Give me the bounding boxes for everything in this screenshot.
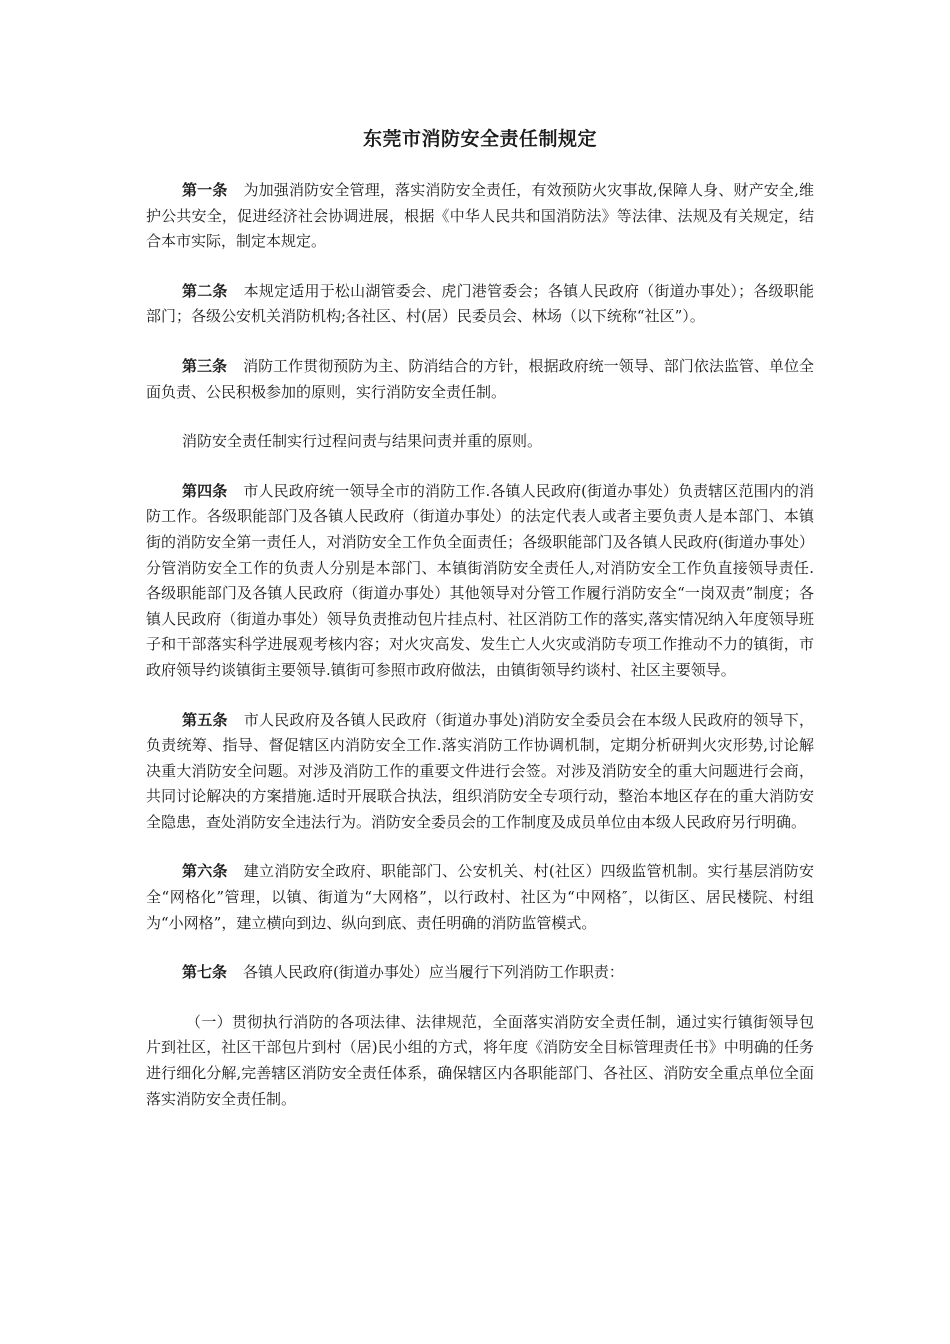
article-number: 第七条: [182, 963, 228, 982]
article-number: 第六条: [182, 862, 228, 881]
article-text: 市人民政府及各镇人民政府（街道办事处)消防安全委员会在本级人民政府的领导下，负责统筹、指导、督促辖区内消防安全工作.落实消防工作协调机制，定期分析研判火灾形势,讨论解决重大消防安全问题。对涉及消防工作的重要文件进行会签。对涉及消防安全的重大问题进行会商，共同讨论解决的方案措施.适时开展联合执法，组织消防安全专项行动，整治本地区存在的重大消防安全隐患，查处消防安全违法行为。消防安全委员会的工作制度及成员单位由本级人民政府另行明确。: [146, 710, 814, 831]
article-1: [146, 178, 814, 255]
article-number: 第四条: [182, 481, 228, 500]
article-2: [146, 279, 814, 330]
article-text: 市人民政府统一领导全市的消防工作.各镇人民政府(街道办事处）负责辖区范围内的消防工作。各级职能部门及各镇人民政府（街道办事处）的法定代表人或者主要负责人是本部门、本镇街的消防安全第一责任人，对消防安全工作负全面责任；各级职能部门及各镇人民政府(街道办事处）分管消防安全工作的负责人分别是本部门、本镇街消防安全责任人,对消防安全工作负直接领导责任.各级职能部门及各镇人民政府（街道办事处）其他领导对分管工作履行消防安全“一岗双责”制度；各镇人民政府（街道办事处）领导负责推动包片挂点村、社区消防工作的落实,落实情况纳入年度领导班子和干部落实科学进展观考核内容；对火灾高发、发生亡人火灾或消防专项工作推动不力的镇街，市政府领导约谈镇街主要领导.镇街可参照市政府做法，由镇街领导约谈村、社区主要领导。: [146, 481, 814, 679]
article-number: 第一条: [182, 181, 228, 199]
article-text: 为加强消防安全管理，落实消防安全责任，有效预防火灾事故,保障人身、财产安全,维护公共安全，促进经济社会协调进展，根据《中华人民共和国消防法》等法律、法规及有关规定，结合本市实际，制定本规定。: [146, 181, 814, 251]
document-page: [146, 126, 814, 1136]
article-text: 本规定适用于松山湖管委会、虎门港管委会；各镇人民政府（街道办事处）；各级职能部门；各级公安机关消防机构;各社区、村(居）民委员会、林场（以下统称“社区”）。: [146, 281, 814, 326]
list-item-text: （一）贯彻执行消防的各项法律、法律规范，全面落实消防安全责任制，通过实行镇街领导包片到社区，社区干部包片到村（居)民小组的方式，将年度《消防安全目标管理责任书》中明确的任务进行细化分解,完善辖区消防安全责任体系，确保辖区内各职能部门、各社区、消防安全重点单位全面落实消防安全责任制。: [146, 1012, 814, 1108]
document-title: 东莞市消防安全责任制规定: [362, 128, 597, 150]
article-5: [146, 708, 814, 836]
article-6: [146, 859, 814, 936]
article-7: [146, 960, 814, 986]
article-7-item-1: [146, 1010, 814, 1112]
article-3-continuation: [146, 429, 814, 455]
article-number: 第三条: [182, 356, 228, 375]
article-text: 建立消防安全政府、职能部门、公安机关、村(社区）四级监管机制。实行基层消防安全“网格化”管理，以镇、街道为“大网格”，以行政村、社区为“中网格″，以街区、居民楼院、村组为“小网格”，建立横向到边、纵向到底、责任明确的消防监管模式。: [146, 862, 814, 932]
article-text: 各镇人民政府(街道办事处）应当履行下列消防工作职责：: [243, 963, 624, 982]
article-4: [146, 479, 814, 684]
paragraph-text: 消防安全责任制实行过程问责与结果问责并重的原则。: [182, 432, 543, 451]
article-3: [146, 354, 814, 405]
article-number: 第二条: [182, 281, 228, 300]
article-text: 消防工作贯彻预防为主、防消结合的方针，根据政府统一领导、部门依法监管、单位全面负责、公民积极参加的原则，实行消防安全责任制。: [146, 356, 814, 401]
article-number: 第五条: [182, 710, 228, 729]
